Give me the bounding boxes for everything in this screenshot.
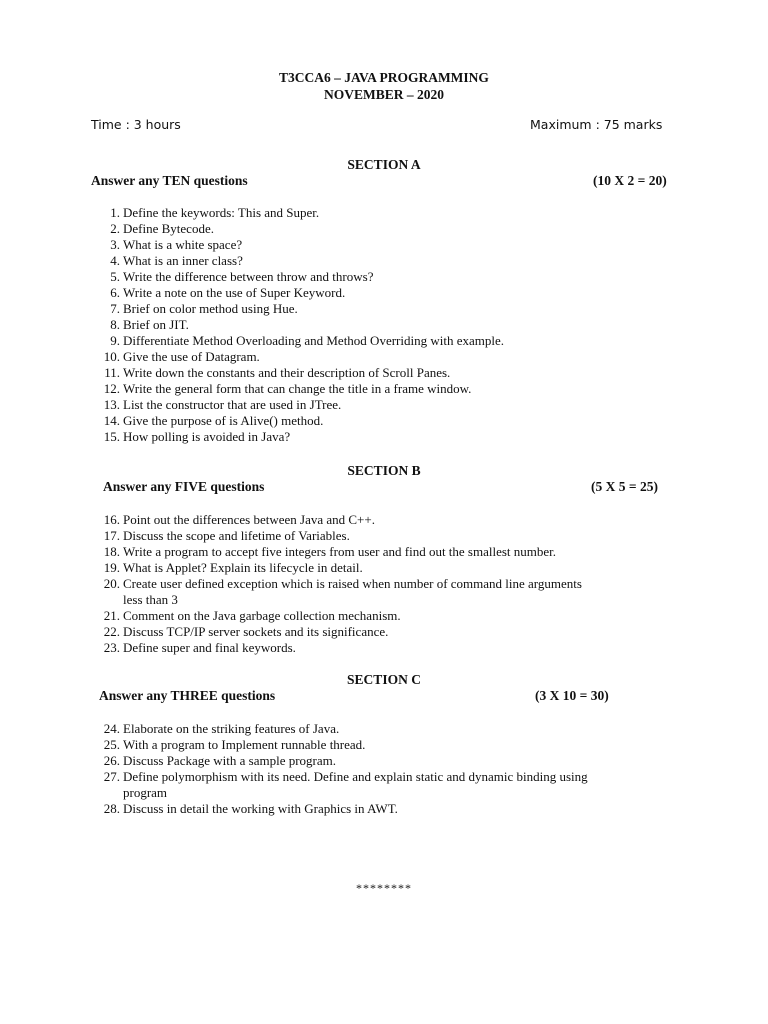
question-text	[123, 301, 298, 317]
question-text	[123, 737, 365, 753]
question-number: 19.	[103, 560, 120, 575]
question-item	[96, 285, 696, 301]
question-text-line: Write the difference between throw and throws?	[123, 269, 374, 284]
time-allowed: Time : 3 hours	[91, 117, 181, 132]
question-text-line: List the constructor that are used in JTree.	[123, 397, 342, 412]
question-text-line: Brief on color method using Hue.	[123, 301, 298, 316]
question-number: 11.	[104, 365, 120, 380]
question-item	[96, 721, 696, 737]
question-number: 14.	[103, 413, 120, 428]
section-a-marks: (10 X 2 = 20)	[593, 173, 667, 188]
question-number: 15.	[103, 429, 120, 444]
question-text	[123, 237, 242, 253]
question-item	[96, 333, 696, 349]
question-item	[96, 801, 696, 817]
question-text	[123, 221, 214, 237]
course-title: T3CCA6 – JAVA PROGRAMMING	[279, 70, 489, 85]
question-item	[96, 769, 696, 801]
question-item	[96, 544, 696, 560]
question-text-line: With a program to Implement runnable thread.	[123, 737, 366, 752]
question-text-line: Give the use of Datagram.	[123, 349, 260, 364]
question-text-line: Differentiate Method Overloading and Method Overriding with example.	[123, 333, 504, 348]
question-number: 23.	[103, 640, 120, 655]
question-text-line: Discuss in detail the working with Graphics in AWT.	[123, 801, 398, 816]
question-text-line: Write a program to accept five integers from user and find out the smallest number.	[123, 544, 557, 559]
question-item	[96, 237, 696, 253]
question-text-line: Write a note on the use of Super Keyword.	[123, 285, 346, 300]
question-text-line: Define super and final keywords.	[123, 640, 296, 655]
section-c-title: SECTION C	[347, 672, 421, 687]
section-a-questions	[96, 205, 696, 445]
question-text	[123, 512, 375, 528]
question-text	[123, 560, 363, 576]
question-text-line: Brief on JIT.	[123, 317, 189, 332]
question-item	[96, 205, 696, 221]
question-number: 13.	[103, 397, 120, 412]
question-text-line: What is an inner class?	[123, 253, 243, 268]
question-item	[96, 397, 696, 413]
section-a-title: SECTION A	[347, 157, 421, 172]
question-item	[96, 512, 696, 528]
question-item	[96, 317, 696, 333]
question-text-line: Discuss Package with a sample program.	[123, 753, 337, 768]
question-text	[123, 429, 290, 445]
question-text	[123, 576, 582, 608]
question-text	[123, 624, 388, 640]
question-text	[123, 349, 260, 365]
question-item	[96, 301, 696, 317]
question-number: 16.	[103, 512, 120, 527]
question-text-line: Write down the constants and their description of Scroll Panes.	[123, 365, 451, 380]
end-of-paper-mark: ********	[356, 881, 412, 895]
question-text-line: Write the general form that can change the title in a frame window.	[123, 381, 472, 396]
question-item	[96, 737, 696, 753]
exam-session: NOVEMBER – 2020	[323, 87, 444, 102]
question-number: 5.	[110, 269, 120, 284]
question-number: 22.	[103, 624, 120, 639]
question-item	[96, 429, 696, 445]
question-item	[96, 269, 696, 285]
question-number: 26.	[103, 753, 120, 768]
question-text-line: Discuss TCP/IP server sockets and its significance.	[123, 624, 389, 639]
question-number: 20.	[103, 576, 120, 591]
section-c-marks: (3 X 10 = 30)	[535, 688, 609, 703]
section-b-marks: (5 X 5 = 25)	[591, 479, 658, 494]
question-number: 17.	[103, 528, 120, 543]
question-text	[123, 721, 339, 737]
question-text-line: Create user defined exception which is raised when number of command line arguments	[123, 576, 582, 591]
question-item	[96, 624, 696, 640]
question-item	[96, 221, 696, 237]
question-text-line: Discuss the scope and lifetime of Variables.	[123, 528, 350, 543]
question-text	[123, 317, 189, 333]
question-number: 7.	[110, 301, 120, 316]
question-number: 9.	[110, 333, 120, 348]
question-text-line: Elaborate on the striking features of Java.	[123, 721, 340, 736]
section-c-instruction: Answer any THREE questions	[99, 688, 276, 703]
question-text-line: What is Applet? Explain its lifecycle in detail.	[123, 560, 363, 575]
question-text	[123, 333, 504, 349]
question-number: 4.	[110, 253, 120, 268]
question-text	[123, 640, 296, 656]
question-text-continuation: less than 3	[123, 592, 178, 607]
question-text-line: Define Bytecode.	[123, 221, 214, 236]
question-text	[123, 397, 341, 413]
question-number: 12.	[103, 381, 120, 396]
question-number: 24.	[103, 721, 120, 736]
question-text	[123, 205, 319, 221]
question-text	[123, 544, 556, 560]
question-text	[123, 269, 373, 285]
question-number: 28.	[103, 801, 120, 816]
section-a-instruction: Answer any TEN questions	[91, 173, 248, 188]
question-text-line: Point out the differences between Java and C++.	[123, 512, 375, 527]
question-number: 18.	[103, 544, 120, 559]
section-c-questions	[96, 721, 696, 817]
question-text-line: Define the keywords: This and Super.	[123, 205, 320, 220]
question-item	[96, 365, 696, 381]
section-b-instruction: Answer any FIVE questions	[103, 479, 265, 494]
question-text	[123, 753, 336, 769]
question-number: 25.	[103, 737, 120, 752]
question-item	[96, 640, 696, 656]
question-text	[123, 608, 401, 624]
question-text-line: What is a white space?	[123, 237, 243, 252]
question-number: 1.	[110, 205, 120, 220]
question-text	[123, 413, 323, 429]
maximum-marks: Maximum : 75 marks	[530, 117, 663, 132]
question-text	[123, 285, 345, 301]
question-number: 21.	[103, 608, 120, 623]
question-item	[96, 413, 696, 429]
question-number: 10.	[103, 349, 120, 364]
question-text-line: How polling is avoided in Java?	[123, 429, 291, 444]
question-number: 3.	[110, 237, 120, 252]
question-item	[96, 253, 696, 269]
question-text	[123, 801, 398, 817]
question-item	[96, 528, 696, 544]
question-item	[96, 576, 696, 608]
section-b-questions	[96, 512, 696, 656]
question-number: 6.	[110, 285, 120, 300]
question-item	[96, 381, 696, 397]
question-text-continuation: program	[123, 785, 168, 800]
question-text	[123, 253, 243, 269]
question-item	[96, 608, 696, 624]
question-item	[96, 560, 696, 576]
question-text	[123, 381, 471, 397]
question-item	[96, 753, 696, 769]
question-text-line: Comment on the Java garbage collection mechanism.	[123, 608, 401, 623]
question-text	[123, 528, 350, 544]
question-number: 27.	[103, 769, 120, 784]
question-text-line: Give the purpose of is Alive() method.	[123, 413, 324, 428]
question-text	[123, 769, 588, 801]
question-text	[123, 365, 450, 381]
section-b-title: SECTION B	[347, 463, 421, 478]
question-number: 8.	[110, 317, 120, 332]
question-item	[96, 349, 696, 365]
question-number: 2.	[110, 221, 120, 236]
question-text-line: Define polymorphism with its need. Define and explain static and dynamic binding using	[123, 769, 588, 784]
